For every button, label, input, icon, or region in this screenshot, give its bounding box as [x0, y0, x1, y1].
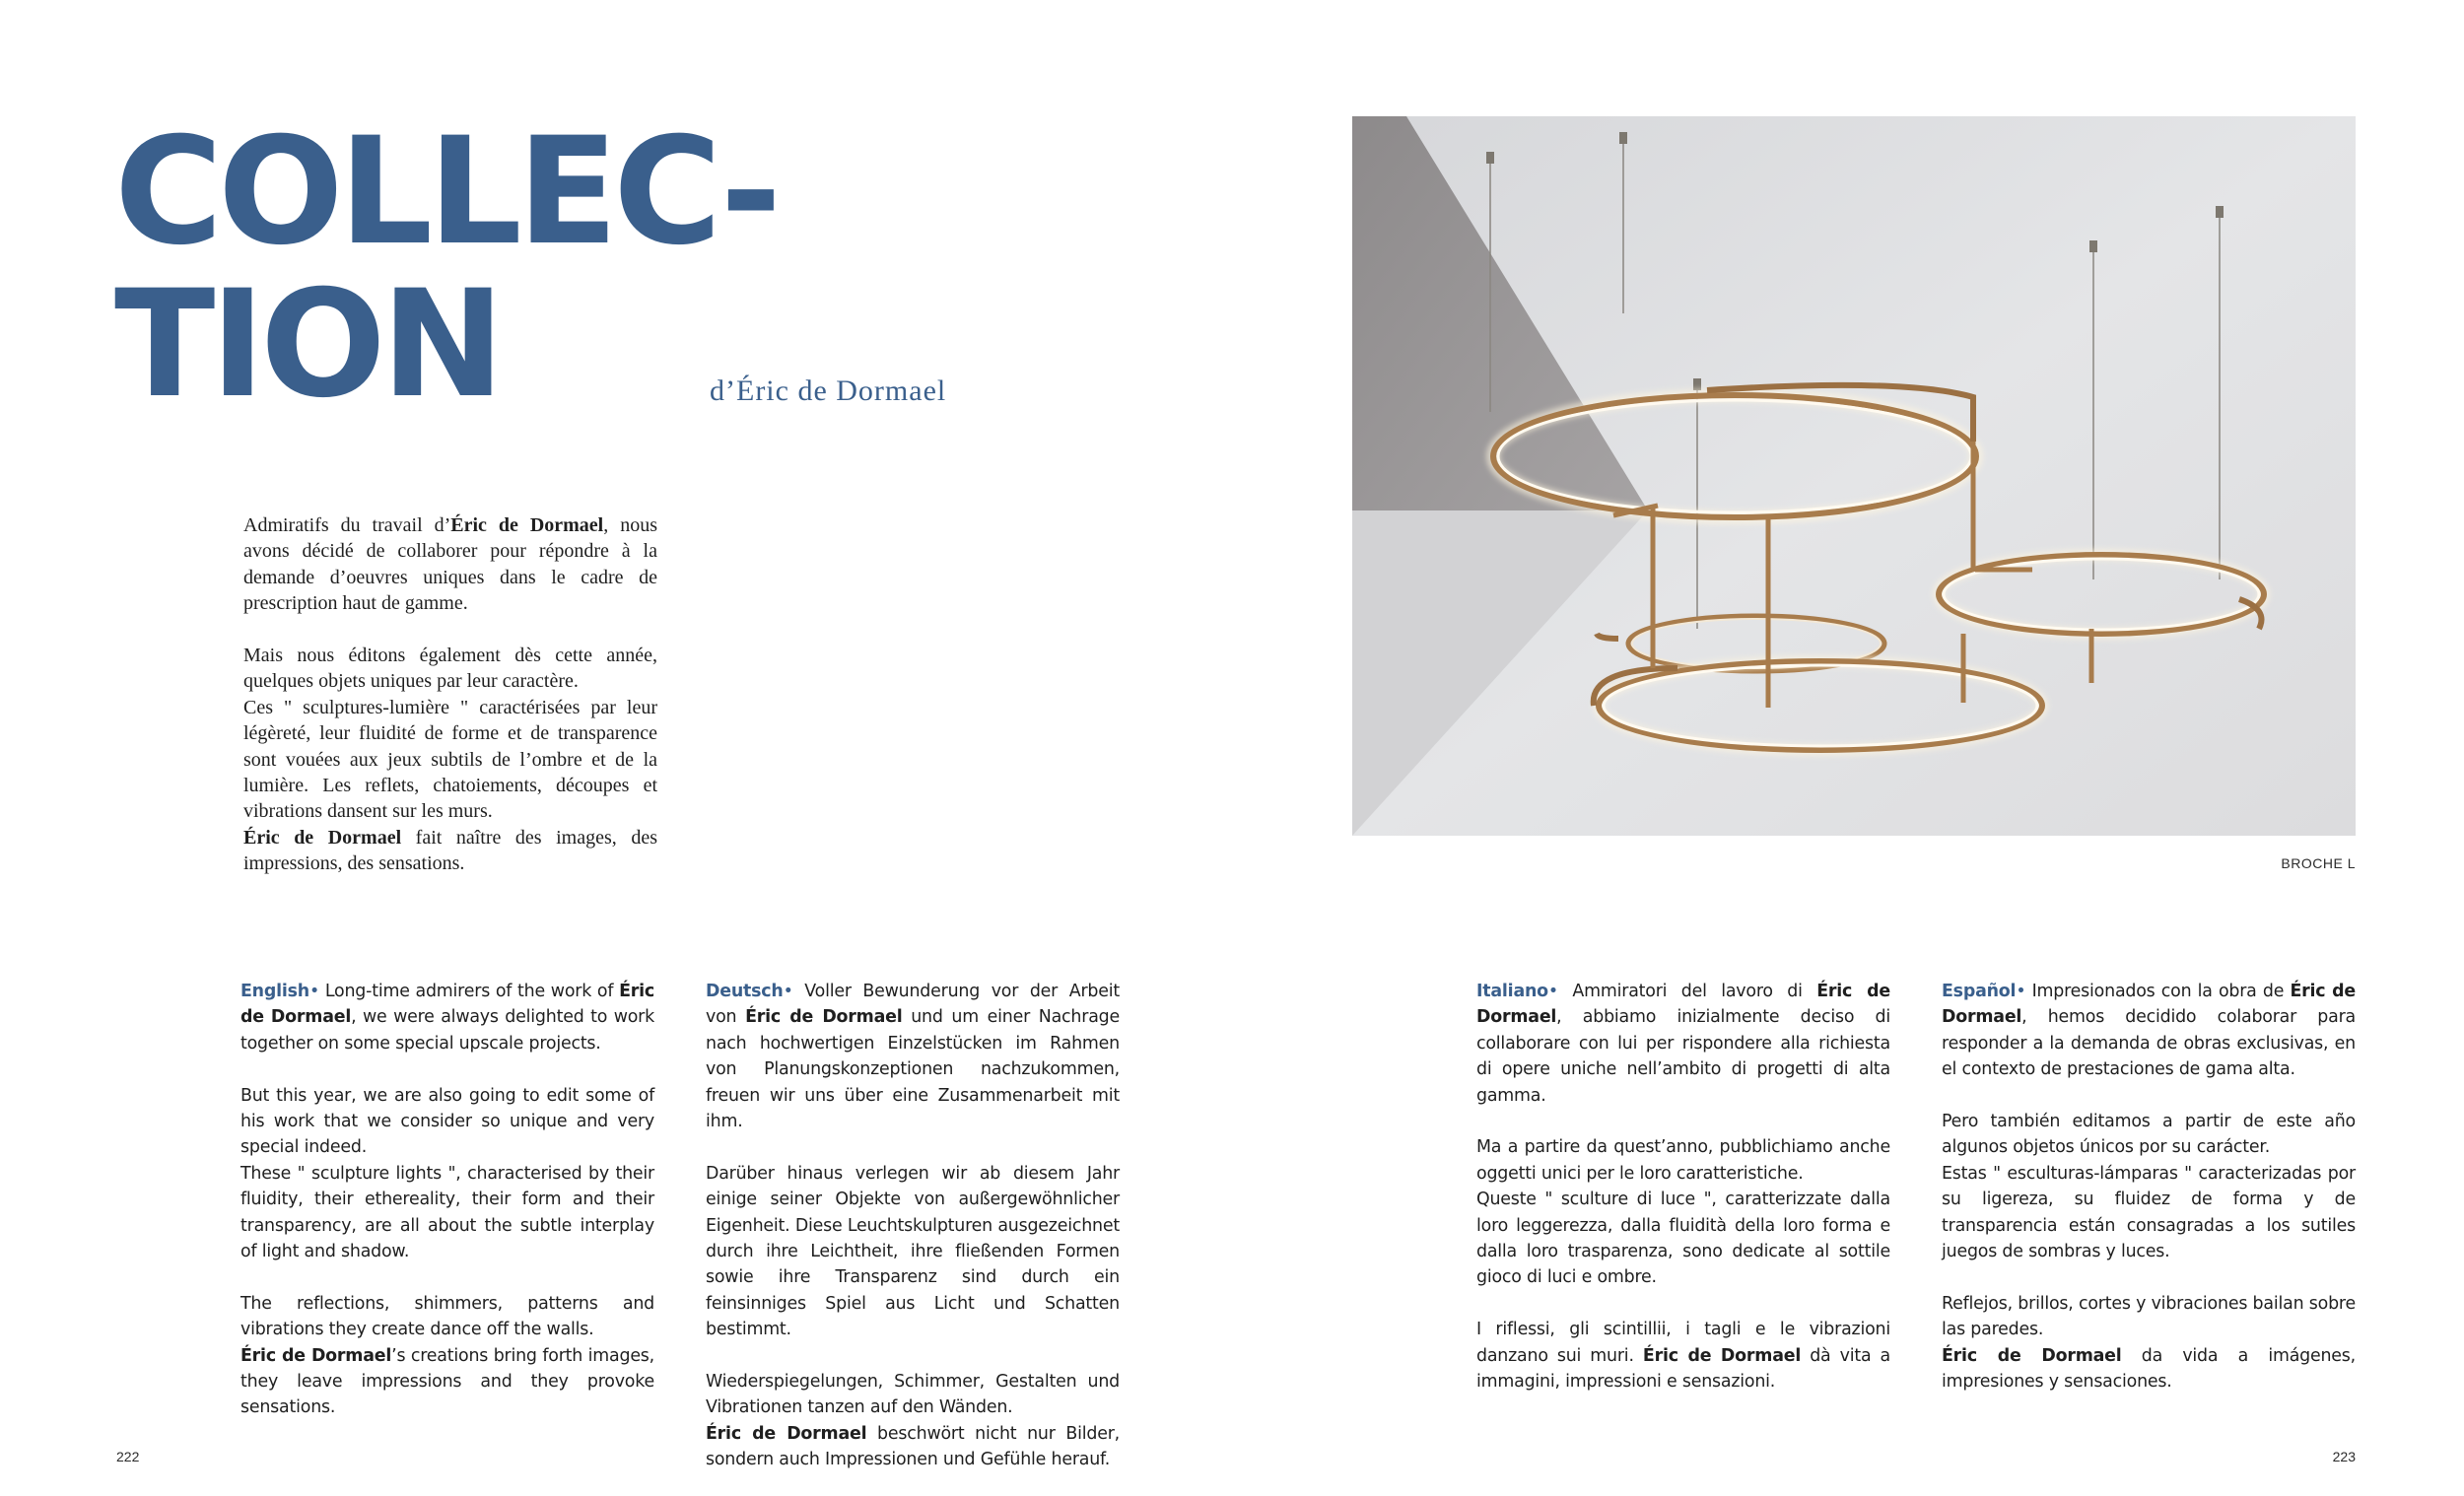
column-english — [240, 979, 654, 1421]
paragraph-3: These " sculpture lights ", characterised by their fluidity, their ethereality, their form and their transparency, are all about the subtle interplay of light and shadow. — [240, 1163, 654, 1262]
photo-caption: BROCHE L — [2281, 855, 2356, 871]
page-number-left: 222 — [116, 1449, 140, 1464]
language-label: Deutsch — [706, 982, 784, 1001]
paragraph-1: Italiano• Ammiratori del lavoro di Éric de Dormael, abbiamo inizialmente deciso di collaborare con lui per rispondere alla richiesta di opere uniche nell’ambito di progetti di alta gamma. — [1476, 982, 1890, 1106]
paragraph-4: Éric de Dormael beschwört nicht nur Bilder, sondern auch Impressionen und Gefühle herauf. — [706, 1423, 1120, 1470]
paragraph-3: Wiederspiegelungen, Schimmer, Gestalten und Vibrationen tanzen auf den Wänden. — [706, 1372, 1120, 1418]
designer-name: Éric de Dormael — [240, 1345, 392, 1366]
paragraph-5: Éric de Dormael’s creations bring forth images, they leave impressions and they provoke sensations. — [240, 1345, 655, 1418]
paragraph-3: Queste " sculture di luce ", caratterizzate dalla loro leggerezza, dalla fluidità della loro forma e dalla loro trasparenza, sono dedicate al sottile gioco di luci e ombre. — [1476, 1190, 1890, 1288]
designer-name: Éric de Dormael — [240, 982, 654, 1028]
designer-name: Éric de Dormael — [745, 1007, 903, 1028]
designer-name: Éric de Dormael — [450, 514, 604, 536]
bullet: • — [1547, 982, 1558, 1001]
designer-name: Éric de Dormael — [1476, 982, 1890, 1028]
paragraph-5: Éric de Dormael da vida a imágenes, impresiones y sensaciones. — [1942, 1345, 2356, 1393]
intro-paragraph-1: Admiratifs du travail d’Éric de Dormael, nous avons décidé de collaborer pour répondre à la demande d’oeuvres uniques dans le cadre de prescription haut de gamme. — [243, 514, 657, 615]
paragraph-2: Pero también editamos a partir de este año algunos objetos únicos por su carácter. — [1942, 1112, 2356, 1158]
paragraph-2: But this year, we are also going to edit some of his work that we consider so unique and very special indeed. — [240, 1085, 654, 1158]
page-number-right: 223 — [2332, 1449, 2356, 1464]
designer-name: Éric de Dormael — [1642, 1345, 1802, 1366]
bullet: • — [308, 982, 320, 1001]
language-label: English — [240, 982, 309, 1001]
intro-french — [243, 512, 657, 877]
page-title-line-2: TION — [114, 259, 501, 431]
paragraph-2: Ma a partire da quest’anno, pubblichiamo anche oggetti unici per le loro caratteristiche. — [1476, 1137, 1890, 1184]
paragraph-4: I riflessi, gli scintillii, i tagli e le vibrazioni danzano sui muri. Éric de Dormael dà vita a immagini, impressioni e sensazioni. — [1476, 1320, 1890, 1393]
paragraph-1: Deutsch• Voller Bewunderung vor der Arbeit von Éric de Dormael und um einer Nachrage nach hochwertigen Einzelstücken im Rahmen von Planungskonzeptionen nachzukommen, freuen wir uns über eine Zusammenarbeit mit ihm. — [706, 982, 1120, 1132]
intro-paragraph-2: Mais nous éditons également dès cette année, quelques objets uniques par leur caractère. — [243, 645, 657, 693]
paragraph-3: Estas " esculturas-lámparas " caracterizadas por su ligereza, su fluidez de forma y de transparencia están consagradas a los sutiles juegos de sombras y luces. — [1942, 1163, 2356, 1262]
designer-name: Éric de Dormael — [243, 826, 402, 849]
paragraph-1: Español• Impresionados con la obra de Éric de Dormael, hemos decidido colaborar para responder a la demanda de obras exclusivas, en el contexto de prestaciones de gama alta. — [1942, 982, 2357, 1080]
designer-name: Éric de Dormael — [1942, 982, 2357, 1028]
paragraph-2: Darüber hinaus verlegen wir ab diesem Jahr einige seiner Objekte von außergewöhnlicher Eigenheit. Diese Leuchtskulpturen ausgezeichnet durch ihre Leichtheit, ihre fließenden Formen sowie ihre Transparenz sind durch ein feinsinniges Spiel aus Licht und Schatten bestimmt. — [706, 1163, 1120, 1340]
bullet: • — [783, 982, 793, 1001]
intro-paragraph-4: Éric de Dormael fait naître des images, des impressions, des sensations. — [243, 826, 657, 875]
paragraph-1: English• Long-time admirers of the work of Éric de Dormael, we were always delighted to work together on some special upscale projects. — [240, 982, 654, 1054]
paragraph-4: The reflections, shimmers, patterns and vibrations they create dance off the walls. — [240, 1293, 654, 1340]
language-label: Italiano — [1476, 982, 1548, 1001]
designer-name: Éric de Dormael — [1942, 1345, 2122, 1366]
column-deutsch — [706, 979, 1120, 1473]
page-subtitle: d’Éric de Dormael — [710, 374, 947, 407]
language-label: Español — [1942, 982, 2017, 1001]
column-italiano — [1476, 979, 1890, 1394]
bullet: • — [2016, 982, 2026, 1001]
designer-name: Éric de Dormael — [706, 1423, 867, 1444]
intro-paragraph-3: Ces " sculptures-lumière " caractérisées par leur légèreté, leur fluidité de forme et de transparence sont vouées aux jeux subtils de l’ombre et de la lumière. Les reflets, chatoiements, découpes et vibrations dansent sur les murs. — [243, 696, 657, 823]
page-title-line-1: COLLEC- — [114, 106, 778, 278]
column-espanol — [1942, 979, 2356, 1394]
product-photo — [1352, 116, 2356, 836]
paragraph-4: Reflejos, brillos, cortes y vibraciones bailan sobre las paredes. — [1942, 1293, 2356, 1340]
